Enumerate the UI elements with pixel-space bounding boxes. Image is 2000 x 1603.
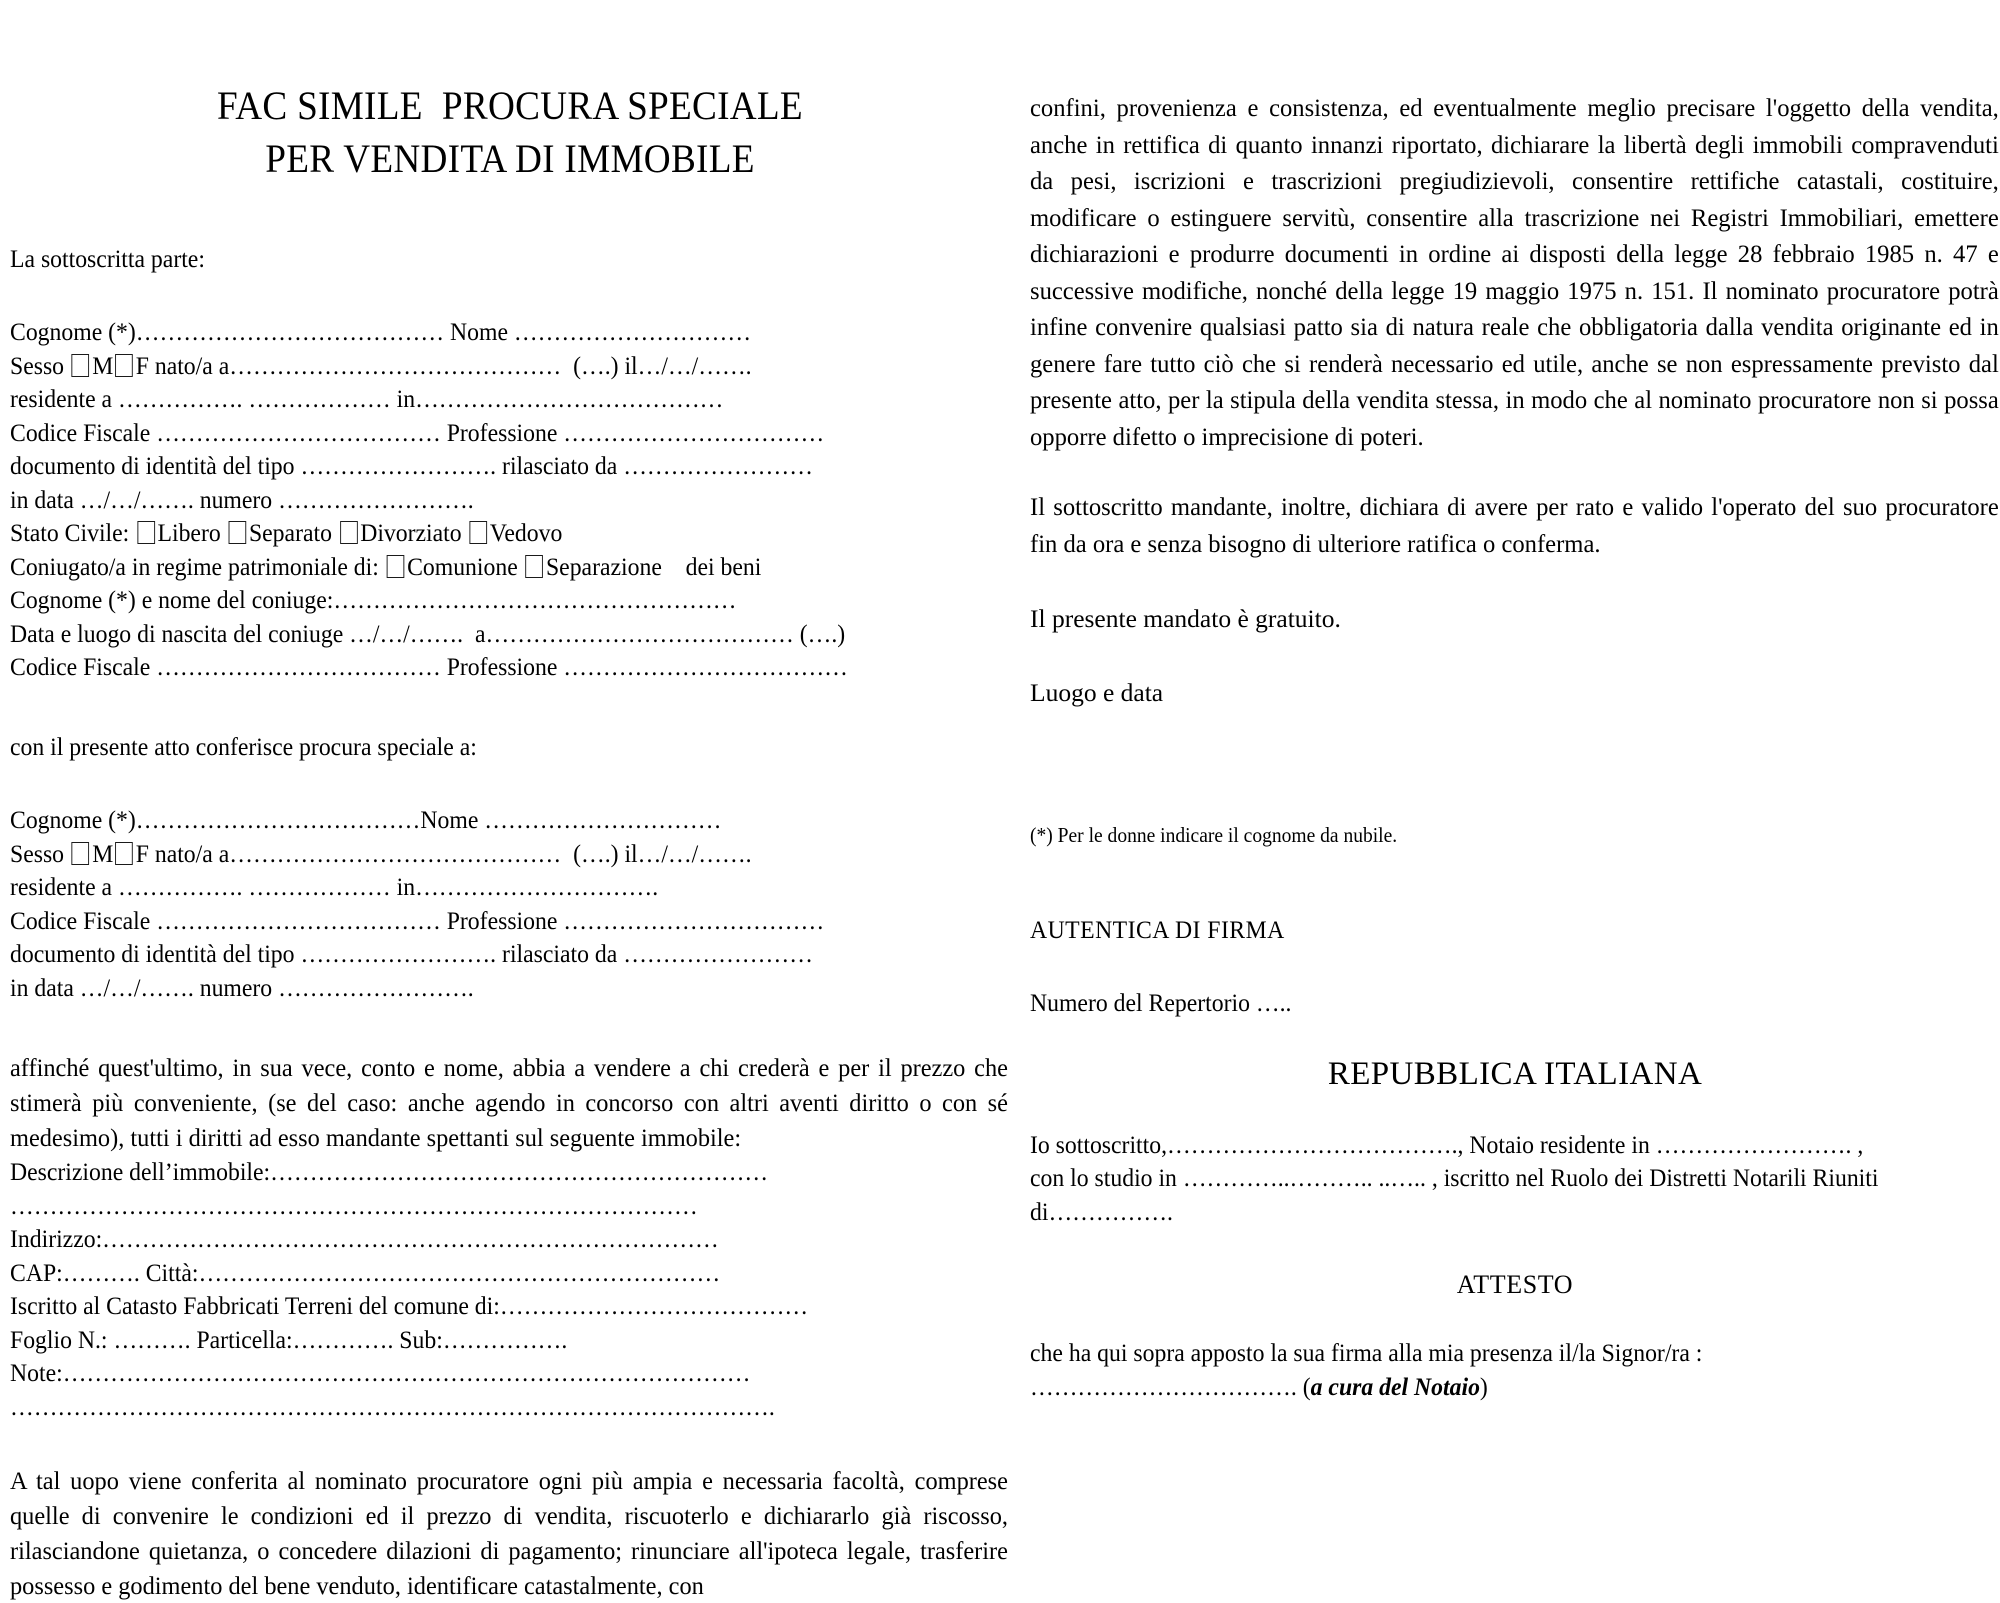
party2-residente-row (10, 870, 1010, 904)
coniuge-cf-row (10, 650, 1010, 684)
foglio-label: Foglio N.: (10, 1324, 114, 1354)
foglio-row (10, 1323, 1010, 1357)
party1-numero-label: numero (199, 484, 279, 514)
party2-residente-dots[interactable]: ……………. ……………… (117, 872, 397, 902)
party1-indata-row (10, 483, 1010, 517)
gratuito-line: Il presente mandato è gratuito. (1030, 604, 1341, 633)
party2-cf-row (10, 904, 1010, 938)
sub-label: Sub: (399, 1324, 443, 1354)
continuation-paragraph: confini, provenienza e consistenza, ed eventualmente meglio precisare l'oggetto della vendita, anche in rettifica di quanto innanzi riportato, dichiarare la libertà degli immobili compravenduti da pesi, iscrizioni e trascrizioni pregiudizievoli, consentire rettifiche catastali, costituire, modificare o estinguere servitù, consentire alla trascrizione nei Registri Immobiliari, emettere dichiarazioni e produrre documenti in ordine ai disposti della legge 28 febbraio 1985 n. 47 e successive modifiche, nonché della legge 19 maggio 1975 n. 151. Il nominato procuratore potrà infine convenire qualsiasi patto sia di natura reale che obbligatoria dalla vendita originante ed in genere fare tutto ciò che si renderà necessario ed utile, anche se non espressamente previsto dal presente atto, per la stipula della vendita stessa, in modo che al nominato procuratore non si possa opporre difetto o imprecisione di poteri. (1030, 93, 1999, 451)
checkbox-separato[interactable] (229, 521, 247, 544)
note-row-2[interactable]: ……………………………………………………………………………………. (10, 1391, 775, 1421)
descrizione-dots[interactable]: ……………………………………………………… (270, 1157, 769, 1187)
party2-cf-label: Codice Fiscale (10, 905, 157, 935)
party2-residente-label: residente a (10, 872, 118, 902)
party2-indata-label: in data (10, 972, 80, 1002)
cap-label: CAP: (10, 1257, 63, 1287)
party2-sesso-label: Sesso (10, 838, 70, 868)
coniuge-label: Cognome (*) e nome del coniuge: (10, 585, 334, 615)
page-title (45, 0, 975, 186)
luogo-data-line: Luogo e data (1030, 677, 1164, 707)
party1-rilasciato-dots[interactable]: …………………… (623, 451, 813, 481)
party1-in-label: in (396, 384, 416, 414)
checkbox-sesso-m[interactable] (72, 354, 90, 377)
party1-documento-label: documento di identità del tipo (10, 451, 301, 481)
immobile-fields (10, 1155, 1010, 1423)
citta-dots[interactable]: ………………………………………………………… (198, 1257, 721, 1287)
party1-provincia[interactable]: (….) (561, 350, 625, 380)
party1-nato-label: nato/a a (148, 350, 230, 380)
party2-rilasciato-label: rilasciato da (502, 939, 624, 969)
footnote-nubile: (*) Per le donne indicare il cognome da nubile. (1030, 823, 1398, 847)
party1-fields (10, 315, 1010, 684)
party1-cf-row (10, 416, 1010, 450)
checkbox-divorziato[interactable] (340, 521, 358, 544)
ratifica-paragraph: Il sottoscritto mandante, inoltre, dichiara di avere per rato e valido l'operato del suo procuratore fin da ora e senza bisogno di ulteriore ratifica o conferma. (1030, 492, 1999, 558)
checkbox-separazione[interactable] (526, 555, 544, 578)
label-separazione: Separazione (545, 551, 668, 581)
party1-sesso-m-label: M (92, 350, 114, 380)
foglio-dots[interactable]: ………. (113, 1324, 197, 1354)
cap-dots[interactable]: ………. (62, 1257, 146, 1287)
party2-sesso-m-label: M (92, 838, 114, 868)
notaio-residente-label: , Notaio residente in (1457, 1129, 1656, 1159)
citta-label: Città: (145, 1257, 199, 1287)
party2-cf-dots[interactable]: ……………………………… (156, 905, 447, 935)
party2-nome-label: Nome (420, 805, 485, 835)
descrizione-label: Descrizione dell’immobile: (10, 1157, 271, 1187)
coniuge-cf-dots[interactable]: ……………………………… (156, 652, 447, 682)
party2-rilasciato-dots[interactable]: …………………… (623, 939, 813, 969)
party2-numero-dots[interactable]: ……………………. (278, 972, 474, 1002)
party2-il-label: il (624, 838, 638, 868)
repertorio-row (1030, 986, 2000, 1020)
party2-provincia[interactable]: (….) (561, 838, 625, 868)
stato-civile-row (10, 516, 1010, 550)
party2-il-dots[interactable]: …/…/……. (637, 838, 752, 868)
attesto-heading: ATTESTO (1456, 1270, 1574, 1299)
indirizzo-label: Indirizzo: (10, 1224, 103, 1254)
party1-rilasciato-label: rilasciato da (502, 451, 624, 481)
party1-residente-label: residente a (10, 384, 118, 414)
party2-indata-row (10, 971, 1010, 1005)
party1-professione-dots[interactable]: …………………………… (563, 417, 825, 447)
facolta-paragraph: A tal uopo viene conferita al nominato procuratore ogni più ampia e necessaria facoltà, comprese quelle di convenire le condizioni ed il prezzo di vendita, riscuoterlo e dichiararlo già riscosso, rilasciandone quietanza, o concedere dilazioni di pagamento; rinunciare all'ipoteca legale, trasferire possesso e godimento del bene venduto, identificare catastalmente, con (10, 1466, 1008, 1601)
particella-label: Particella: (196, 1324, 293, 1354)
particella-dots[interactable]: …………. (292, 1324, 400, 1354)
party2-fields (10, 803, 1010, 1004)
coniuge-nascita-row (10, 617, 1010, 651)
note-label: Note: (10, 1358, 63, 1388)
indirizzo-row (10, 1222, 1010, 1256)
party2-in-label: in (396, 872, 416, 902)
io-sottoscritto-label: Io sottoscritto, (1030, 1129, 1168, 1159)
firma-line: che ha qui sopra apposto la sua firma alla mia presenza il/la Signor/ra : (1030, 1338, 1703, 1367)
party2-indata-dots[interactable]: …/…/……. (79, 972, 200, 1002)
checkbox-sesso-f[interactable] (115, 354, 133, 377)
io-sottoscritto-dots[interactable]: ………………………………. (1167, 1129, 1458, 1159)
coniuge-professione-label: Professione (446, 652, 564, 682)
coniuge-nascita-a-label: a (474, 618, 486, 648)
party1-numero-dots[interactable]: ……………………. (278, 484, 474, 514)
descrizione-row-2[interactable]: …………………………………………………………………………… (10, 1190, 698, 1220)
party2-documento-row (10, 937, 1010, 971)
party1-in-dots[interactable]: ………………………………… (415, 384, 724, 414)
checkbox-comunione[interactable] (387, 555, 405, 578)
title-line-1: FAC SIMILE PROCURA SPECIALE (217, 83, 803, 128)
checkbox-libero[interactable] (137, 521, 155, 544)
party1-cf-dots[interactable]: ……………………………… (156, 417, 447, 447)
coniuge-nome-row (10, 583, 1010, 617)
party1-documento-dots[interactable]: ……………………. (300, 451, 503, 481)
party1-sesso-f-label: F (135, 350, 149, 380)
label-separato: Separato (248, 518, 338, 548)
party1-nome-label: Nome (444, 317, 514, 347)
stato-civile-label: Stato Civile: (10, 518, 136, 548)
regime-patrimoniale-row (10, 550, 1010, 584)
catasto-dots[interactable]: ………………………………… (499, 1291, 809, 1321)
a-cura-open-paren: ( (1302, 1371, 1311, 1401)
party1-sesso-label: Sesso (10, 350, 70, 380)
title-line-2: PER VENDITA DI IMMOBILE (265, 135, 755, 181)
party2-numero-label: numero (199, 972, 279, 1002)
coniugato-label: Coniugato/a in regime patrimoniale di: (10, 551, 385, 581)
label-comunione: Comunione (407, 551, 524, 581)
party2-nato-dots[interactable]: …………………………………… (229, 838, 562, 868)
repertorio-label: Numero del Repertorio (1030, 988, 1256, 1017)
ruolo-text: , iscritto nel Ruolo dei Distretti Notarili Riuniti (1431, 1163, 1879, 1192)
party1-nome-dots[interactable]: ………………………… (513, 317, 752, 347)
party1-nato-dots[interactable]: …………………………………… (229, 350, 562, 380)
coniuge-nascita-dots[interactable]: …/…/……. (349, 618, 475, 648)
coniuge-cf-label: Codice Fiscale (10, 652, 157, 682)
party2-documento-dots[interactable]: ……………………. (300, 939, 503, 969)
catasto-row (10, 1289, 1010, 1323)
party1-professione-label: Professione (446, 417, 564, 447)
notaio-row-3 (1030, 1195, 2000, 1229)
party2-professione-label: Professione (446, 905, 564, 935)
coniuge-nascita-label: Data e luogo di nascita del coniuge (10, 618, 350, 648)
notaio-row-2 (1030, 1161, 2000, 1195)
party1-indata-label: in data (10, 484, 80, 514)
checkbox-vedovo[interactable] (469, 521, 487, 544)
party2-cognome-label: Cognome (*) (10, 805, 136, 835)
a-cura-del-notaio-note: a cura del Notaio (1310, 1371, 1480, 1401)
party2-nato-label: nato/a a (148, 838, 230, 868)
right-column (1030, 0, 2000, 1600)
label-dei-beni: dei beni (667, 551, 762, 581)
checkbox-sesso-m-2[interactable] (72, 842, 90, 865)
notaio-residente-dots[interactable]: ……………………. , (1655, 1129, 1864, 1159)
a-cura-close-paren: ) (1479, 1371, 1488, 1401)
party1-sesso-row (10, 349, 1010, 383)
party1-residente-row (10, 382, 1010, 416)
party2-sesso-f-label: F (135, 838, 149, 868)
distretto-di-label: di (1030, 1196, 1049, 1226)
studio-label: con lo studio in (1030, 1163, 1183, 1192)
party2-in-dots[interactable]: …………………………. (415, 872, 659, 902)
coniuge-professione-dots[interactable]: ……………………………… (563, 652, 848, 682)
party1-residente-dots[interactable]: ……………. ……………… (117, 384, 397, 414)
coniuge-dots[interactable]: …………………………………………… (333, 585, 737, 615)
party1-indata-dots[interactable]: …/…/……. (79, 484, 200, 514)
cap-citta-row (10, 1256, 1010, 1290)
repertorio-dots[interactable]: ….. (1255, 988, 1292, 1017)
party2-sesso-row (10, 837, 1010, 871)
party1-il-label: il (624, 350, 638, 380)
sub-dots[interactable]: ……………. (442, 1324, 568, 1354)
affinche-paragraph: affinché quest'ultimo, in sua vece, conto e nome, abbia a vendere a chi crederà e per il prezzo che stimerà più conveniente, (se del caso: anche agendo in concorso con altri aventi diritto o con sé medesimo), tutti i diritti ad esso mandante spettanti sul seguente immobile: (10, 1053, 1008, 1153)
note-dots[interactable]: …………………………………………………………………………… (62, 1358, 751, 1388)
party2-cognome-dots[interactable]: ……………………………… (135, 805, 421, 835)
indirizzo-dots[interactable]: …………………………………………………………………… (102, 1224, 719, 1254)
firma-dots-row (1030, 1370, 2000, 1404)
party1-il-dots[interactable]: …/…/……. (637, 350, 752, 380)
conferisce-line: con il presente atto conferisce procura speciale a: (10, 731, 477, 761)
checkbox-sesso-f-2[interactable] (115, 842, 133, 865)
coniuge-nascita-a-dots[interactable]: ………………………………… (….) (485, 618, 846, 648)
label-divorziato: Divorziato (360, 518, 468, 548)
label-vedovo: Vedovo (489, 518, 563, 548)
repubblica-italiana-heading: REPUBBLICA ITALIANA (1327, 1055, 1703, 1092)
notaio-row-1 (1030, 1128, 2000, 1162)
party1-cognome-dots[interactable]: ………………………………… (135, 317, 445, 347)
party2-nome-dots[interactable]: ………………………… (484, 805, 722, 835)
party1-cf-label: Codice Fiscale (10, 417, 157, 447)
party1-documento-row (10, 449, 1010, 483)
descrizione-row (10, 1155, 1010, 1189)
party1-cognome-row (10, 315, 1010, 349)
label-libero: Libero (157, 518, 227, 548)
distretto-di-dots[interactable]: ……………. (1048, 1196, 1173, 1226)
note-row (10, 1356, 1010, 1390)
firma-dots[interactable]: ……………………………. (1030, 1371, 1303, 1401)
intro-line: La sottoscritta parte: (10, 243, 205, 273)
party2-documento-label: documento di identità del tipo (10, 939, 301, 969)
party2-professione-dots[interactable]: …………………………… (563, 905, 825, 935)
party1-cognome-label: Cognome (*) (10, 317, 136, 347)
catasto-label: Iscritto al Catasto Fabbricati Terreni del comune di: (10, 1291, 500, 1321)
studio-dots[interactable]: …………..……….. ..….. (1182, 1163, 1432, 1192)
party2-cognome-row (10, 803, 1010, 837)
autentica-di-firma-heading: AUTENTICA DI FIRMA (1030, 915, 1285, 944)
